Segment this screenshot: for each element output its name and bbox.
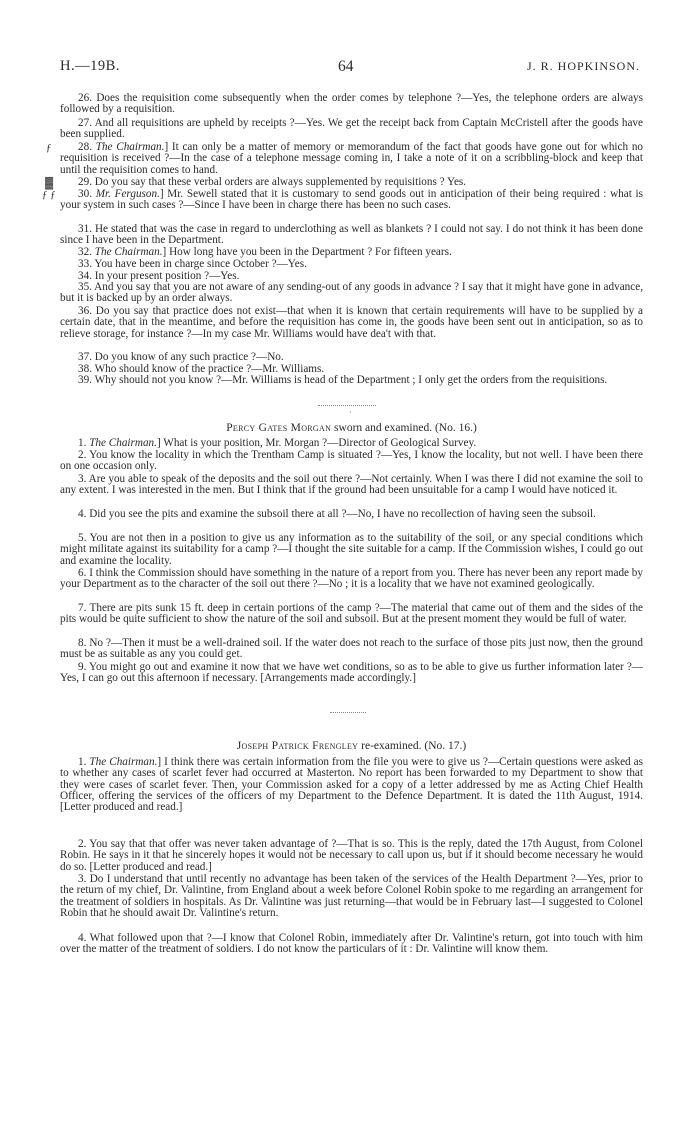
paragraph-32: 32. The Chairman.] How long have you been in the Department ? For fifteen years. xyxy=(78,246,452,258)
morgan-paragraph-2: 2. You know the locality in which the Trentham Camp is situated ?—Yes, I know the locality, but not well. I have been there on one occasion only. xyxy=(60,449,643,473)
paragraph-34: 34. In your present position ?—Yes. xyxy=(78,270,240,282)
section-divider xyxy=(330,712,366,713)
margin-mark-icon: ƒ ƒ xyxy=(42,189,56,201)
header-paper-code: H.—19B. xyxy=(60,58,120,74)
section-divider xyxy=(318,405,376,406)
paragraph-30: 30. Mr. Ferguson.] Mr. Sewell stated that it is customary to send goods out in anticipation of their being required : what is your system in such cases ?—Since I have been in charge there has been no such cases. xyxy=(60,188,644,212)
morgan-paragraph-3: 3. Are you able to speak of the deposits and the soil out there ?—Not certainly. When I was there I did not examine the soil to any extent. I was interested in the men. But I think that if the ground had been unsuitable for a camp I would have noticed it. xyxy=(60,473,643,497)
dot-mark-icon: · xyxy=(349,408,352,417)
paragraph-31: 31. He stated that was the case in regard to underclothing as well as blankets ? I could not say. I do not think it has been done since I have been in the Department. xyxy=(60,223,643,247)
morgan-paragraph-8: 8. No ?—Then it must be a well-drained soil. If the water does not reach to the surface of those pits just now, then the ground must be as suitable as any you could get. xyxy=(60,637,643,661)
section-heading-frengley xyxy=(60,740,643,752)
paragraph-39: 39. Why should not you know ?—Mr. Williams is head of the Department ; I only get the orders from the requisitions. xyxy=(78,374,608,386)
paragraph-36: 36. Do you say that practice does not exist—that when it is known that certain requirements will have to be supplied by a certain date, that in the meantime, and before the requisition has come in, the goods have been sent out in anticipation, so as to relieve storage, for instance ?—In my case Mr. Williams would have dea't with that. xyxy=(60,305,643,340)
speaker-attribution: The Chairman. xyxy=(94,246,163,258)
speaker-attribution: The Chairman. xyxy=(89,756,158,768)
paragraph-28: 28. The Chairman.] It can only be a matter of memory or memorandum of the fact that goods have gone out for which no requisition is received ?—In the case of a telephone message coming in, I take a note of it on a scribbling-block and keep that until the requisition comes to hand. xyxy=(60,141,644,176)
heading-status: sworn and examined. xyxy=(334,422,433,434)
heading-status: re-examined. xyxy=(361,740,422,752)
header-witness-name: J. R. HOPKINSON. xyxy=(526,59,640,73)
paragraph-27: 27. And all requisitions are upheld by receipts ?—Yes. We get the receipt back from Captain McCristell after the goods have been supplied. xyxy=(60,117,643,141)
paragraph-26: 26. Does the requisition come subsequently when the order comes by telephone ?—Yes, the telephone orders are always followed by a requisition. xyxy=(60,92,643,116)
frengley-paragraph-4: 4. What followed upon that ?—I know that Colonel Robin, immediately after Dr. Valintine's return, got into touch with him over the matter of the treatment of soldiers. I do not know the particulars of it : Dr. Valintine will know them. xyxy=(60,932,643,956)
speaker-attribution: The Chairman. xyxy=(95,141,165,153)
margin-mark-icon: ▓ xyxy=(45,177,54,189)
margin-mark-icon: ƒ xyxy=(46,142,52,154)
paragraph-29: 29. Do you say that these verbal orders are always supplemented by requisitions ? Yes. xyxy=(78,176,467,188)
witness-name: Joseph Patrick Frengley xyxy=(236,740,359,752)
speaker-attribution: Mr. Ferguson. xyxy=(95,188,160,200)
running-header xyxy=(60,58,640,78)
paragraph-33: 33. You have been in charge since October ?—Yes. xyxy=(78,258,307,270)
frengley-paragraph-3: 3. Do I understand that until recently no advantage has been taken of the services of the Health Department ?—Yes, prior to the return of my chief, Dr. Valintine, from England about a week before Colonel Robin spoke to me regarding an arrangement for the treatment of soldiers in hospitals. As Dr. Valintine was just returning—that would be in February last—I suggested to Colonel Robin that he should await Dr. Valintine's return. xyxy=(60,873,643,919)
frengley-paragraph-1: 1. The Chairman.] I think there was certain information from the file you were to give us ?—Certain questions were asked as to whether any cases of scarlet fever had occurred at Masterton. No report has been forwarded to my Department to show that they were cases of scarlet fever. Then, your Commission asked for a copy of a letter addressed by me as Acting Chief Health Officer, offering the services of the officers of my Department to the Defence Department. It is dated the 11th August, 1914. [Letter produced and read.] xyxy=(60,756,643,814)
morgan-paragraph-5: 5. You are not then in a position to give us any information as to the suitability of the soil, or any special conditions which might militate against its suitability for a camp ?—I thought the site suitable for a camp. If the Commission wishes, I could go out and examine the locality. xyxy=(60,532,643,567)
morgan-paragraph-4: 4. Did you see the pits and examine the subsoil there at all ?—No, I have no recollection of having seen the subsoil. xyxy=(78,508,596,520)
heading-number: (No. 17.) xyxy=(424,740,467,752)
speaker-attribution: The Chairman. xyxy=(89,437,157,449)
morgan-paragraph-6: 6. I think the Commission should have something in the nature of a report from you. There has never been any report made by your Department as to the character of the soil out there ?—No ; it is a locality that we have not examined geologically. xyxy=(60,567,643,591)
heading-number: (No. 16.) xyxy=(434,422,477,434)
paragraph-38: 38. Who should know of the practice ?—Mr. Williams. xyxy=(78,363,325,375)
morgan-paragraph-9: 9. You might go out and examine it now that we have wet conditions, so as to be able to give us further information later ?—Yes, I can go out this afternoon if necessary. [Arrangements made accordingly.] xyxy=(60,661,643,685)
witness-name: Percy Gates Morgan xyxy=(226,422,332,434)
header-page-number: 64 xyxy=(338,58,354,75)
paragraph-37: 37. Do you know of any such practice ?—No. xyxy=(78,351,284,363)
morgan-paragraph-7: 7. There are pits sunk 15 ft. deep in certain portions of the camp ?—The material that came out of them and the sides of the pits would be quite sufficient to show the nature of the soil and subsoil. But at the present moment they would be full of water. xyxy=(60,602,643,626)
section-heading-morgan xyxy=(60,422,643,434)
paragraph-35: 35. And you say that you are not aware of any sending-out of any goods in advance ? I say that it might have gone in advance, but it is backed up by an order always. xyxy=(60,281,643,305)
morgan-paragraph-1: 1. The Chairman.] What is your position, Mr. Morgan ?—Director of Geological Survey. xyxy=(78,437,477,449)
frengley-paragraph-2: 2. You say that that offer was never taken advantage of ?—That is so. This is the reply, dated the 17th August, from Colonel Robin. He says in it that he sincerely hopes it would not be necessary to call upon us, but if it should become necessary he would do so. [Letter produced and read.] xyxy=(60,838,643,873)
